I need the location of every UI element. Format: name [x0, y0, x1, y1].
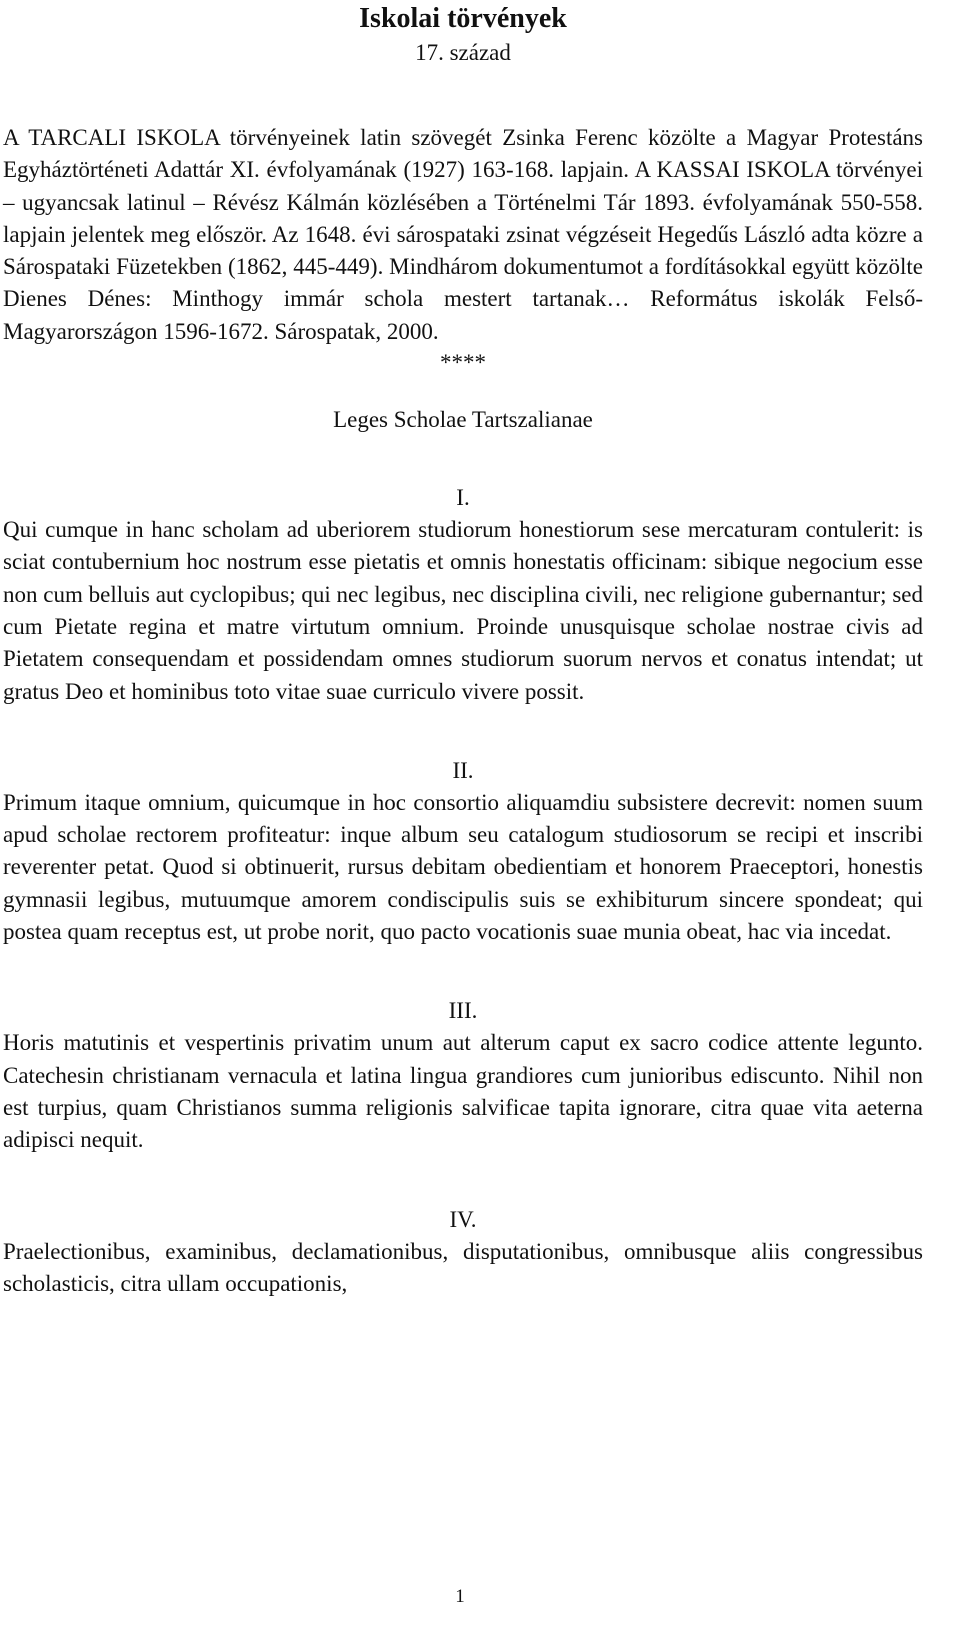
section-text: Qui cumque in hanc scholam ad uberiorem studiorum honestiorum sese mercaturam contulerit: is sciat contubernium hoc nostrum esse pietatis et omnis honestatis officinam: sibique negocium esse non cum belluis aut cyclopibus; qui nec legibus, nec disciplina civili, nec religione gubernantur; sed cum Pietate regina et matre virtutum omnium. Proinde unusquisque scholae nostrae civis ad Pietatem consequendam et possidendam omnes studiorum suorum nervos et conatus intendat; ut gratus Deo et hominibus toto vitae suae curriculo vivere possit.	[3, 517, 923, 704]
section-number: I.	[456, 485, 470, 511]
page-number: 1	[455, 1586, 465, 1607]
laws-title: Leges Scholae Tartszalianae	[333, 407, 593, 433]
section-text: Horis matutinis et vespertinis privatim unum aut alterum caput ex sacro codice attente legunto. Catechesin christianam vernacula et latina lingua grandiores cum junioribus ediscunto. Nihil non est turpius, quam Christianos summa religionis salvificae tapita ignorare, citra quae vita aeterna adipisci nequit.	[3, 1030, 923, 1153]
section-number: IV.	[449, 1206, 477, 1232]
section-number: II.	[452, 757, 474, 783]
section-text: Primum itaque omnium, quicumque in hoc consortio aliquamdiu subsistere decrevit: nomen suum apud scholae rectorem profiteatur: inque album seu catalogum studiosorum se recipi et inscribi reverenter petat. Quod si obtinuerit, rursus debitam obedientiam et honorem Praeceptori, honestis gymnasii legibus, mutuumque amorem condiscipulis suis se exhibiturum sincere spondeat; qui postea quam receptus est, ut probe norit, quo pacto vocationis suae munia obeat, hac via incedat.	[3, 789, 923, 945]
intro-paragraph: A TARCALI ISKOLA törvényeinek latin szövegét Zsinka Ferenc közölte a Magyar Protestáns Egyháztörténeti Adattár XI. évfolyamának (1927) 163-168. lapjain. A KASSAI ISKOLA törvényei – ugyancsak latinul – Révész Kálmán közlésében a Történelmi Tár 1893. évfolyamának 550-558. lapjain jelentek meg először. Az 1648. évi sárospataki zsinat végzéseit Hegedűs László adta közre a Sárospataki Füzetekben (1862, 445-449). Mindhárom dokumentumot a fordításokkal együtt közölte Dienes Dénes: Minthogy immár schola mestert tartanak… Református iskolák Felső-Magyarországon 1596-1672. Sárospatak, 2000.	[3, 125, 923, 344]
section-text: Praelectionibus, examinibus, declamationibus, disputationibus, omnibusque aliis congressibus scholasticis, citra ullam occupationis,	[3, 1238, 923, 1296]
page-subtitle: 17. század	[415, 40, 511, 65]
section-number: III.	[448, 998, 478, 1024]
page-title: Iskolai törvények	[359, 3, 567, 34]
document-page	[3, 0, 923, 1300]
separator: ****	[440, 350, 486, 376]
